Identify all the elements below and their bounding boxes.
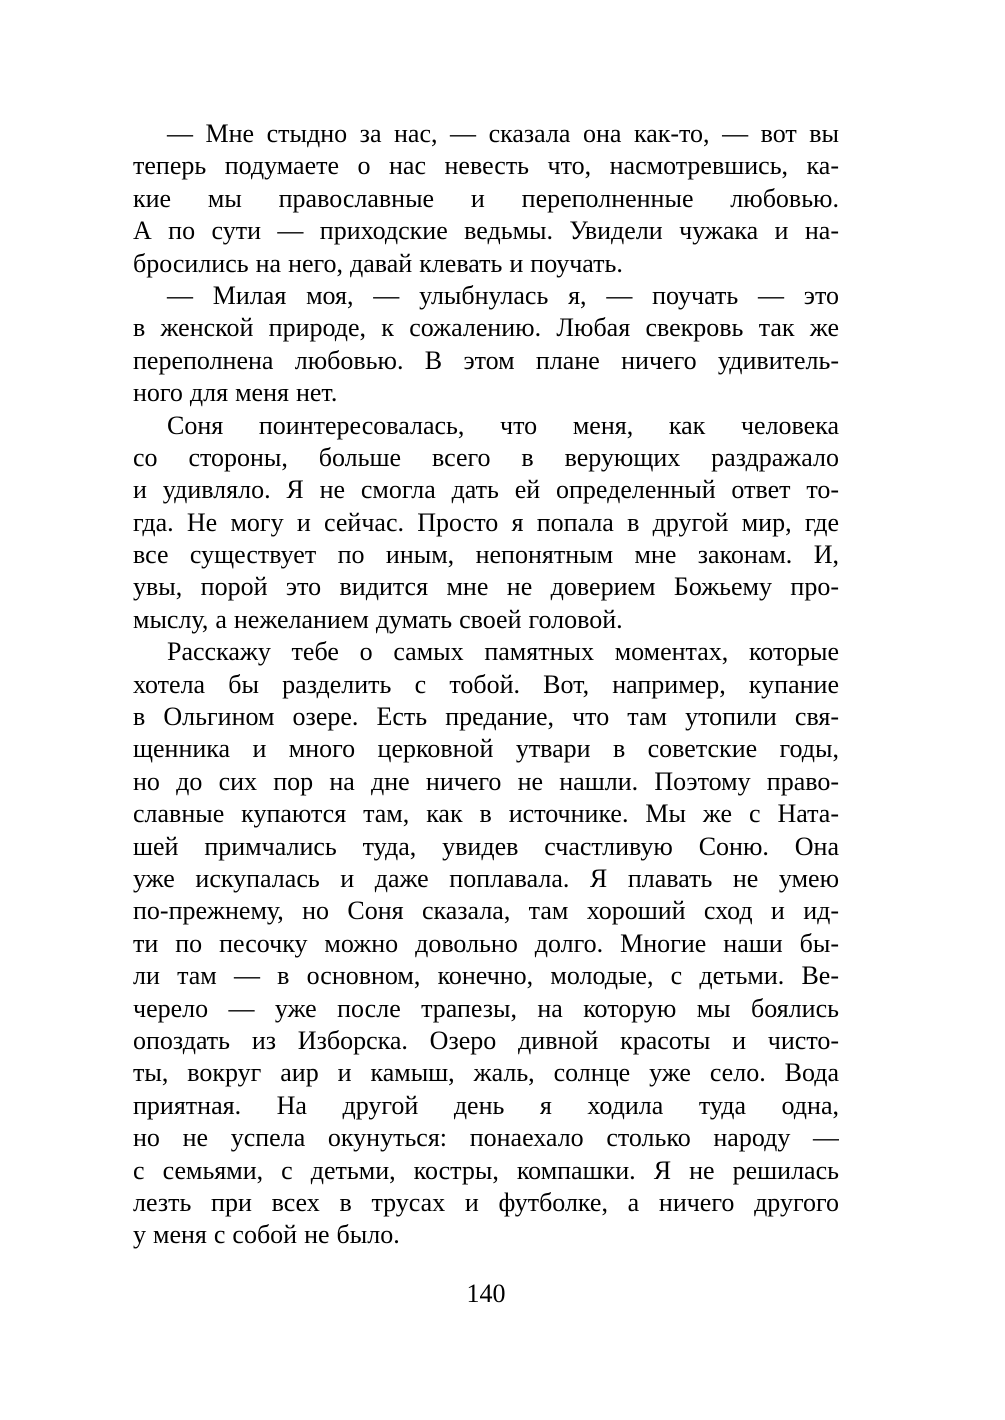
text-line: Соня поинтересовалась, что меня, как человека — [167, 410, 839, 440]
text-line: по-прежнему, но Соня сказала, там хороший сход и ид- — [133, 896, 839, 926]
text-line: хотела бы разделить с тобой. Вот, например, купание — [133, 669, 839, 699]
text-line: шей примчались туда, увидев счастливую Соню. Она — [133, 831, 839, 861]
text-line: приятная. На другой день я ходила туда одна, — [133, 1090, 839, 1120]
text-line: с семьями, с детьми, костры, компашки. Я не решилась — [133, 1155, 839, 1185]
text-line: в женской природе, к сожалению. Любая свекровь так же — [133, 313, 839, 343]
text-line: Расскажу тебе о самых памятных моментах, которые — [167, 637, 839, 667]
text-line: — Мне стыдно за нас, — сказала она как-то, — вот вы — [167, 119, 839, 148]
text-line: щенника и много церковной утвари в советские годы, — [133, 734, 839, 764]
text-line: лезть при всех в трусах и футболке, а ничего другого — [133, 1187, 839, 1217]
text-line: — Милая моя, — улыбнулась я, — поучать — это — [167, 280, 839, 310]
text-line: все существует по иным, непонятным мне законам. И, — [133, 540, 839, 570]
text-line: со стороны, больше всего в верующих раздражало — [133, 442, 839, 472]
text-line: уже искупалась и даже поплавала. Я плавать не умею — [133, 863, 839, 893]
text-line: бросились на него, давай клевать и поучать. — [133, 248, 623, 278]
text-line: у меня с собой не было. — [133, 1220, 400, 1250]
text-line: ного для меня нет. — [133, 378, 338, 408]
text-line: увы, порой это видится мне не доверием Божьему про- — [133, 572, 839, 602]
text-line: и удивляло. Я не смогла дать ей определенный ответ то- — [133, 475, 839, 505]
text-line: ти по песочку можно довольно долго. Многие наши бы- — [133, 928, 839, 958]
text-block — [133, 118, 839, 1252]
text-line: ли там — в основном, конечно, молодые, с детьми. Ве- — [133, 961, 839, 991]
text-line: опоздать из Изборска. Озеро дивной красоты и чисто- — [133, 1025, 839, 1055]
text-line: славные купаются там, как в источнике. Мы же с Ната- — [133, 799, 839, 829]
text-line: переполнена любовью. В этом плане ничего удивитель- — [133, 345, 839, 375]
text-line: А по сути — приходские ведьмы. Увидели чужака и на- — [133, 216, 839, 246]
text-line: ты, вокруг аир и камыш, жаль, солнце уже село. Вода — [133, 1058, 839, 1088]
text-line: теперь подумаете о нас невесть что, насмотревшись, ка- — [133, 151, 839, 181]
text-line: мыслу, а нежеланием думать своей головой. — [133, 604, 623, 634]
text-line: но до сих пор на дне ничего не нашли. Поэтому право- — [133, 766, 839, 796]
text-line: но не успела окунуться: понаехало столько народу — — [133, 1123, 839, 1153]
text-line: гда. Не могу и сейчас. Просто я попала в другой мир, где — [133, 507, 839, 537]
text-line: в Ольгином озере. Есть предание, что там утопили свя- — [133, 702, 839, 732]
text-line: кие мы православные и переполненные любовью. — [133, 183, 839, 213]
page-number: 140 — [466, 1279, 506, 1308]
text-line: черело — уже после трапезы, на которую мы боялись — [133, 993, 839, 1023]
